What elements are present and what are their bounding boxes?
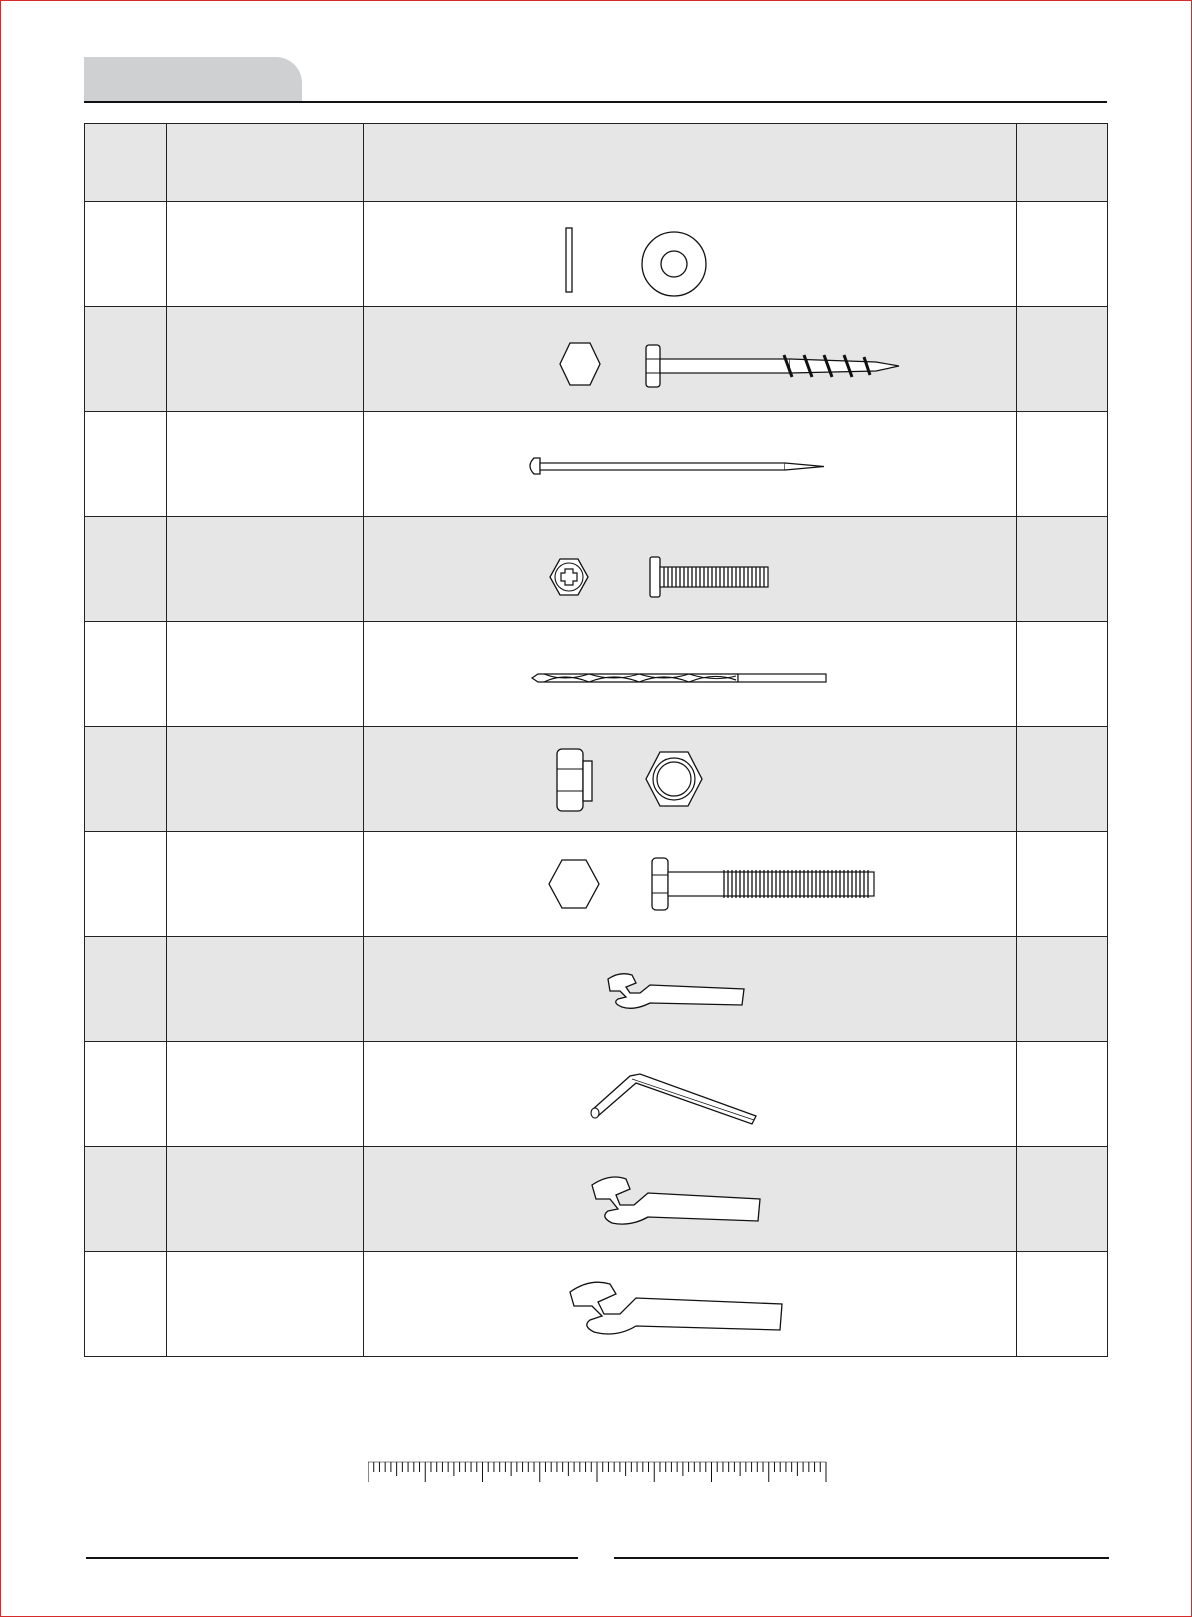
- table-row: [85, 1252, 1108, 1357]
- part-qty-cell: [1017, 937, 1108, 1042]
- nail-icon: [364, 412, 1017, 516]
- lock-nut-icon: [364, 727, 1017, 831]
- part-description-cell: [167, 832, 364, 937]
- part-no-cell: [85, 517, 167, 622]
- part-image-cell: [364, 1252, 1017, 1357]
- part-qty-cell: [1017, 202, 1108, 307]
- part-image-cell: [364, 202, 1017, 307]
- phillips-hex-bolt-icon: [364, 517, 1017, 621]
- table-row: [85, 1147, 1108, 1252]
- part-qty-cell: [1017, 1042, 1108, 1147]
- part-qty-cell: [1017, 517, 1108, 622]
- drill-bit-icon: [364, 622, 1017, 726]
- part-description-cell: [167, 622, 364, 727]
- part-no-cell: [85, 1147, 167, 1252]
- part-no-cell: [85, 1252, 167, 1357]
- header-no: [85, 124, 167, 202]
- part-no-cell: [85, 832, 167, 937]
- table-row: [85, 202, 1108, 307]
- table-row: [85, 832, 1108, 937]
- section-tab: [84, 57, 302, 101]
- part-image-cell: [364, 727, 1017, 832]
- header-qty: [1017, 124, 1108, 202]
- part-description-cell: [167, 202, 364, 307]
- header-description: [167, 124, 364, 202]
- part-no-cell: [85, 727, 167, 832]
- table-row: [85, 622, 1108, 727]
- part-description-cell: [167, 1042, 364, 1147]
- part-qty-cell: [1017, 1147, 1108, 1252]
- part-description-cell: [167, 517, 364, 622]
- table-row: [85, 307, 1108, 412]
- header-rule: [84, 101, 1107, 103]
- part-qty-cell: [1017, 1252, 1108, 1357]
- medium-wrench-icon: [364, 1147, 1017, 1251]
- table-row: [85, 517, 1108, 622]
- part-description-cell: [167, 1147, 364, 1252]
- part-qty-cell: [1017, 412, 1108, 517]
- table-row: [85, 1042, 1108, 1147]
- part-no-cell: [85, 937, 167, 1042]
- part-qty-cell: [1017, 727, 1108, 832]
- small-wrench-icon: [364, 937, 1017, 1041]
- footer-rule-right: [614, 1557, 1109, 1559]
- large-wrench-icon: [364, 1252, 1017, 1356]
- part-qty-cell: [1017, 622, 1108, 727]
- footer-rule-left: [86, 1557, 578, 1559]
- part-image-cell: [364, 517, 1017, 622]
- part-no-cell: [85, 307, 167, 412]
- part-image-cell: [364, 307, 1017, 412]
- part-description-cell: [167, 307, 364, 412]
- header-image: [364, 124, 1017, 202]
- part-qty-cell: [1017, 832, 1108, 937]
- flat-washer-icon: [364, 202, 1017, 306]
- table-row: [85, 937, 1108, 1042]
- table-row: [85, 727, 1108, 832]
- part-description-cell: [167, 937, 364, 1042]
- measurement-ruler: [368, 1460, 828, 1486]
- part-no-cell: [85, 622, 167, 727]
- part-image-cell: [364, 832, 1017, 937]
- hex-bolt-icon: [364, 832, 1017, 936]
- part-image-cell: [364, 1042, 1017, 1147]
- part-no-cell: [85, 1042, 167, 1147]
- part-image-cell: [364, 937, 1017, 1042]
- part-description-cell: [167, 1252, 364, 1357]
- table-header-row: [85, 124, 1108, 202]
- part-image-cell: [364, 622, 1017, 727]
- hex-lag-screw-icon: [364, 307, 1017, 411]
- table-row: [85, 412, 1108, 517]
- part-description-cell: [167, 412, 364, 517]
- allen-key-icon: [364, 1042, 1017, 1146]
- part-description-cell: [167, 727, 364, 832]
- hardware-parts-table: [84, 123, 1108, 1357]
- part-image-cell: [364, 1147, 1017, 1252]
- part-no-cell: [85, 202, 167, 307]
- part-image-cell: [364, 412, 1017, 517]
- part-qty-cell: [1017, 307, 1108, 412]
- part-no-cell: [85, 412, 167, 517]
